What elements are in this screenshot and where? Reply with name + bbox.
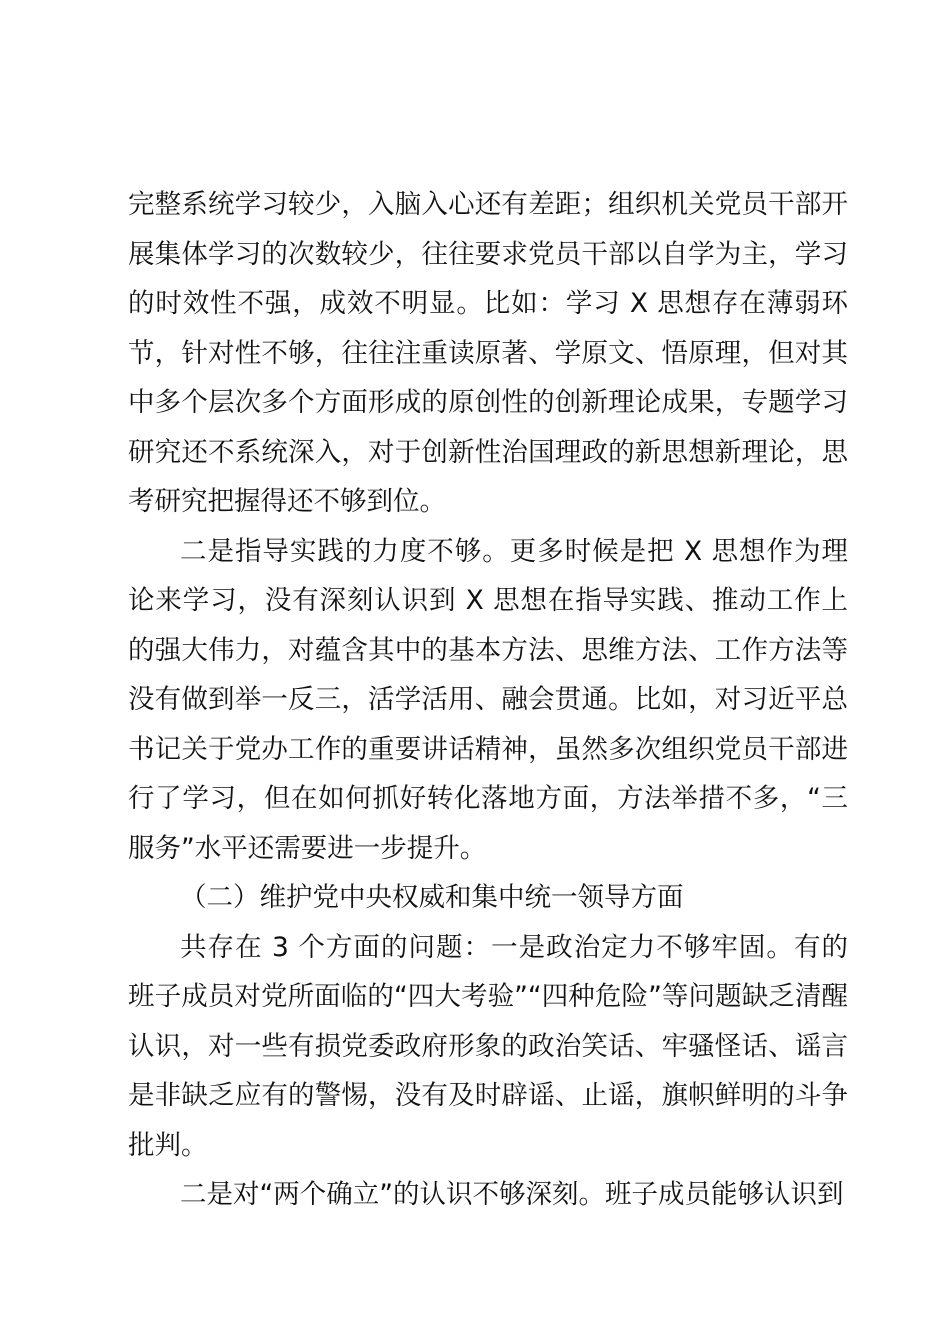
paragraph-2: 二是指导实践的力度不够。更多时候是把 X 思想作为理论来学习，没有深刻认识到 X 思想在指导实践、推动工作上的强大伟力，对蕴含其中的基本方法、思维方法、工作方法等没有做到举一反三，活学活用、融会贯通。比如，对习近平总书记关于党办工作的重要讲话精神，虽然多次组织党员干部进行了学习，但在如何抓好转化落地方面，方法举措不多，“三服务”水平还需要进一步提升。 bbox=[128, 535, 848, 864]
paragraph-4: 二是对“两个确立”的认识不够深刻。班子成员能够认识到 bbox=[180, 1179, 844, 1210]
paragraph-1: 完整系统学习较少，入脑入心还有差距；组织机关党员干部开展集体学习的次数较少，往往要求党员干部以自学为主，学习的时效性不强，成效不明显。比如：学习 X 思想存在薄弱环节，针对性不够，往往注重读原著、学原文、悟原理，但对其中多个层次多个方面形成的原创性的创新理论成果，专题学习研究还不系统深入，对于创新性治国理政的新思想新理论，思考研究把握得还不够到位。 bbox=[128, 189, 848, 517]
paragraph-3: 共存在 3 个方面的问题：一是政治定力不够牢固。有的班子成员对党所面临的“四大考验”“四种危险”等问题缺乏清醒认识，对一些有损党委政府形象的政治笑话、牢骚怪话、谣言是非缺乏应有的警惕，没有及时辟谣、止谣，旗帜鲜明的斗争批判。 bbox=[128, 931, 848, 1161]
section-heading: （二）维护党中央权威和集中统一领导方面 bbox=[180, 882, 684, 913]
document-body bbox=[128, 180, 848, 1220]
